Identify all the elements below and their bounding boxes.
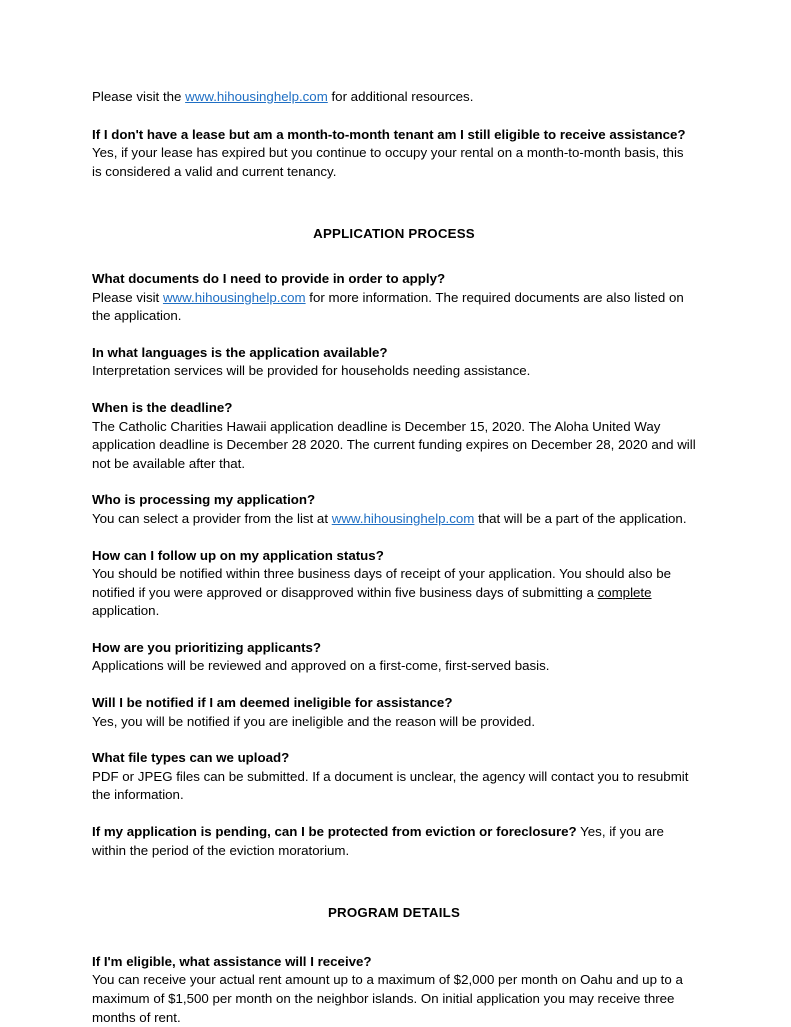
faq-answer [92,510,696,529]
faq-question: How can I follow up on my application status? [92,547,384,563]
faq-item-eviction-foreclosure [92,823,696,860]
spacer [92,860,696,904]
faq-question: If I'm eligible, what assistance will I receive? [92,953,372,969]
answer-text-after-link: for more information. The required documents are also listed on the application. [92,289,684,324]
faq-question: When is the deadline? [92,399,233,415]
hihousinghelp-link-intro[interactable]: www.hihousinghelp.com [185,89,328,104]
spacer [92,923,696,953]
faq-item-lease [92,126,696,182]
spacer [92,199,696,225]
faq-item-documents [92,270,696,326]
faq-question: Who is processing my application? [92,492,316,508]
intro-text-after-link: for additional resources. [327,89,474,104]
spacer [92,244,696,270]
answer-emphasis-complete: complete [597,584,652,600]
faq-item-file-types [92,749,696,805]
answer-text-before-link: Please visit [92,289,163,305]
intro-paragraph [92,88,696,107]
faq-answer: Yes, you will be notified if you are ineligible and the reason will be provided. [92,713,536,729]
faq-question: Will I be notified if I am deemed ineligible for assistance? [92,695,453,711]
faq-item-processing [92,491,696,528]
hihousinghelp-link-documents[interactable]: www.hihousinghelp.com [162,289,306,305]
faq-question: How are you prioritizing applicants? [92,639,322,655]
intro-text-before-link: Please visit the [92,89,186,104]
faq-answer-inline: Yes, if you are within the period of the eviction moratorium. [92,824,664,858]
faq-answer: You can receive your actual rent amount up to a maximum of $2,000 per month on Oahu and up to a maximum of $1,500 per month on the neighbor islands. On initial application you may receive three months of rent. [92,972,683,1025]
faq-answer [92,289,696,326]
document-body [92,88,696,1027]
faq-item-prioritizing [92,639,696,676]
faq-item-follow-up [92,547,696,621]
hihousinghelp-link-processing[interactable]: www.hihousinghelp.com [331,510,475,526]
faq-answer: Applications will be reviewed and approved on a first-come, first-served basis. [92,658,550,674]
faq-item-assistance-amount [92,953,696,1027]
faq-answer: The Catholic Charities Hawaii application deadline is December 15, 2020. The Aloha United Way application deadline is December 28 2020. The current funding expires on December 28, 2020 and will not be available after that. [92,418,696,471]
answer-text-part-1: You should be notified within three business days of receipt of your application. You should also be notified if you were approved or disapproved within five business days of submitting a [92,566,672,600]
faq-question: In what languages is the application available? [92,344,388,360]
faq-question: What file types can we upload? [92,750,290,766]
answer-text-part-2: application. [92,603,160,619]
section-heading-program-details: PROGRAM DETAILS [327,905,461,921]
faq-answer: Yes, if your lease has expired but you continue to occupy your rental on a month-to-month basis, this is considered a valid and current tenancy. [92,145,684,179]
faq-question-inline: If my application is pending, can I be protected from eviction or foreclosure? [92,824,577,840]
faq-answer: PDF or JPEG files can be submitted. If a document is unclear, the agency will contact you to resubmit the information. [92,768,689,803]
answer-text-after-link: that will be a part of the application. [474,510,687,526]
faq-inline-question-answer [92,823,696,860]
faq-question: If I don't have a lease but am a month-to-month tenant am I still eligible to receive assistance? [92,126,686,142]
answer-text-before-link: You can select a provider from the list at [92,510,332,526]
faq-answer [92,565,696,621]
faq-item-deadline [92,399,696,473]
section-heading-application-process: APPLICATION PROCESS [313,226,475,242]
faq-item-ineligible [92,694,696,731]
faq-item-languages [92,344,696,381]
spacer [92,107,696,126]
faq-answer: Interpretation services will be provided for households needing assistance. [92,363,531,379]
faq-question: What documents do I need to provide in order to apply? [92,270,446,286]
